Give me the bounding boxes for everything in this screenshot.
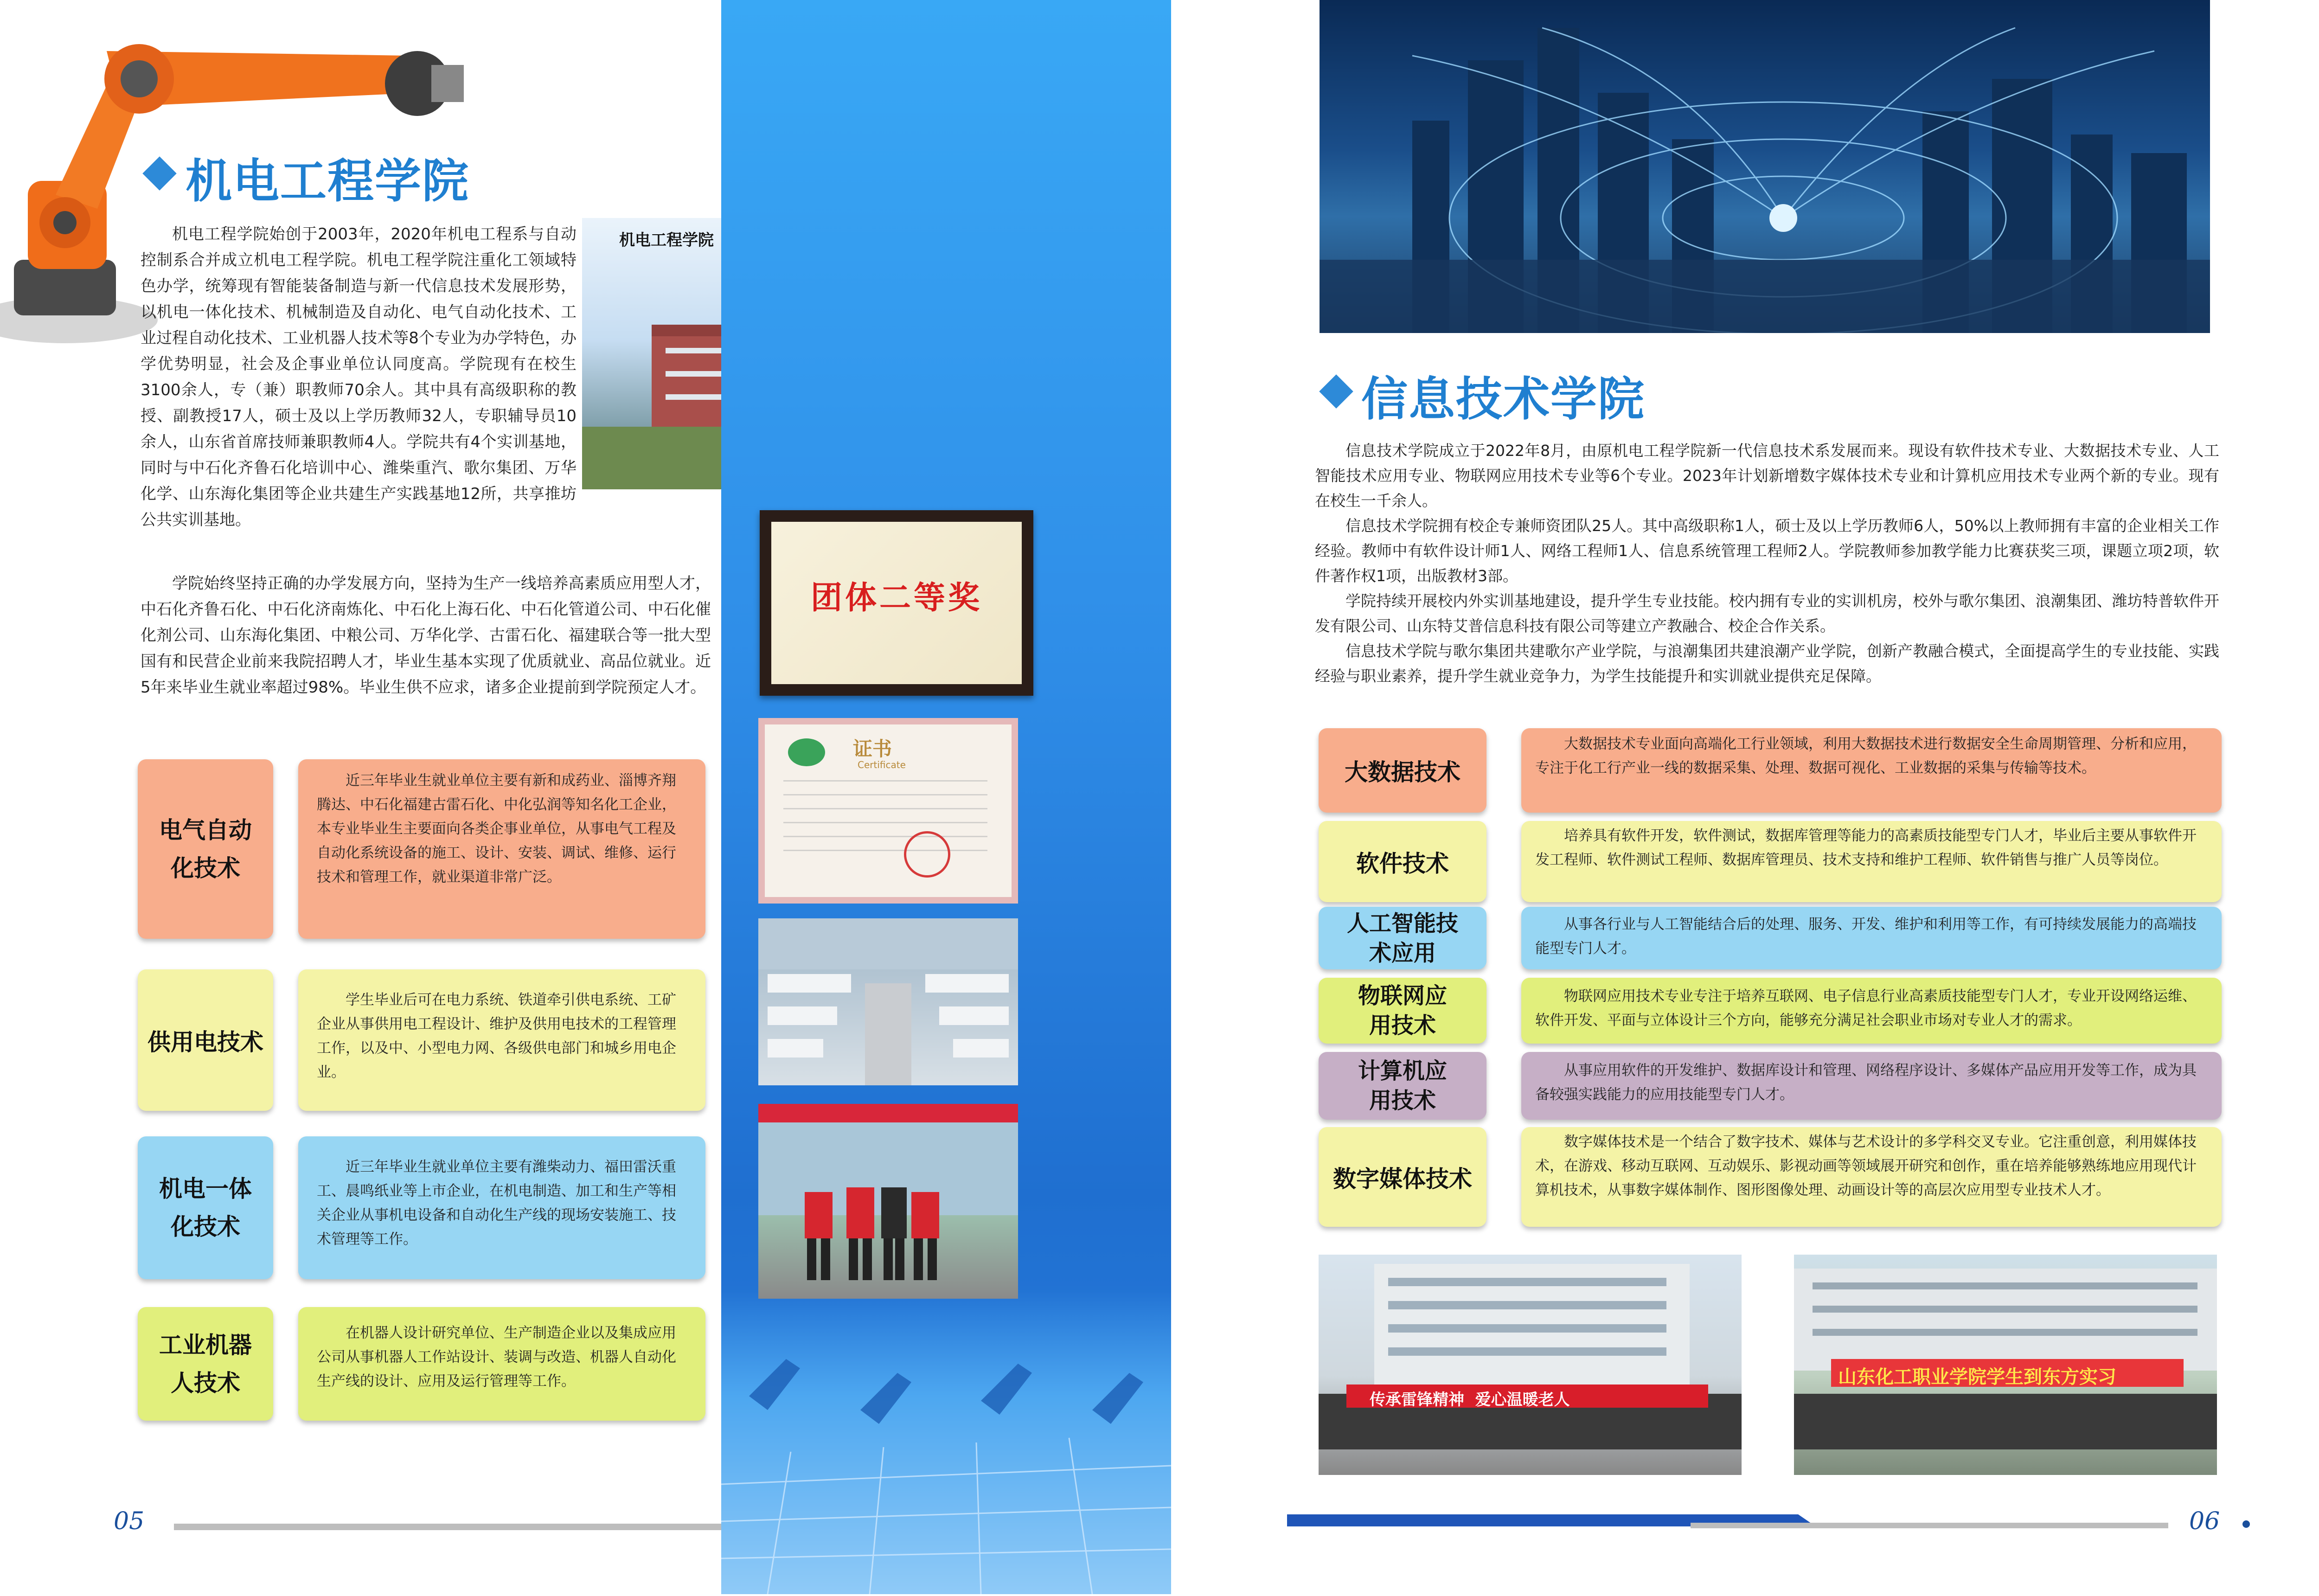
major-desc-media [1521,1127,2222,1227]
right-intro-p2: 信息技术学院拥有校企专兼师资团队25人。其中高级职称1人，硕士及以上学历教师6人，50%以上教师拥有丰富的企业相关工作经验。教师中有软件设计师1人、网络工程师1人、信息系统管理工程师2人。学院教师参加教学能力比赛获奖三项，课题立项2项，软件著作权1项，出版教材3部。 [1315,517,2219,585]
major-label-electrical [138,759,273,939]
left-intro [141,221,577,533]
internship-group-photo [1794,1255,2217,1475]
major-label-robotics [138,1307,273,1421]
major-label-media [1319,1127,1486,1227]
major-desc: 数字媒体技术是一个结合了数字技术、媒体与艺术设计的多学科交叉专业。它注重创意，利用媒体技术，在游戏、移动互联网、互动娱乐、影视动画等领域展开研究和创作，重在培养能够熟练地应用现代计算机技术，从事数字媒体制作、图形图像处理、动画设计等的高层次应用型专业技术人才。 [1535,1134,2197,1199]
major-label-computer [1319,1052,1486,1120]
major-name: 机电一体化技术 [159,1175,252,1240]
major-name: 计算机应用技术 [1358,1058,1447,1114]
right-intro-p4: 信息技术学院与歌尔集团共建歌尔产业学院，与浪潮集团共建浪潮产业学院，创新产教融合模式，全面提高学生的专业技能、实践经验与职业素养，提升学生就业竞争力，为学生技能提升和实训就业提供充足保障。 [1315,642,2219,685]
major-name: 工业机器人技术 [159,1331,252,1397]
right-intro [1315,438,2219,689]
page-number-right: 06 [2189,1507,2220,1535]
major-name: 供用电技术 [147,1028,263,1056]
major-desc: 培养具有软件开发，软件测试，数据库管理等能力的高素质技能型专门人才，毕业后主要从事软件开发工程师、软件测试工程师、数据库管理员、技术支持和维护工程师、软件销售与推广人员等岗位。 [1535,827,2197,868]
major-desc: 物联网应用技术专业专注于培养互联网、电子信息行业高素质技能型专门人才，专业开设网络运维、软件开发、平面与立体设计三个方向，能够充分满足社会职业市场对专业人才的需求。 [1535,988,2197,1029]
major-label-software [1319,821,1486,902]
certificate-image [758,718,1018,904]
major-name: 大数据技术 [1345,758,1461,786]
certificate-logo-icon [788,738,825,766]
building-photo-caption: 机电工程学院 [619,231,714,250]
major-label-iot [1319,978,1486,1044]
certificate-subtitle: Certificate [858,759,906,770]
major-label-power [138,969,273,1111]
major-desc-bigdata [1521,728,2222,813]
major-desc-electrical [298,759,705,939]
major-desc: 近三年毕业生就业单位主要有新和成药业、淄博齐翔腾达、中石化福建古雷石化、中化弘润等知名化工企业，本专业毕业生主要面向各类企事业单位，从事电气工程及自动化系统设备的施工、设计、安装、调试、维修、运行技术和管理工作，就业渠道非常广泛。 [317,772,676,885]
page-title-left: 机电工程学院 [186,154,469,208]
major-desc: 从事各行业与人工智能结合后的处理、服务、开发、维护和利用等工作，有可持续发展能力的高端技能型专门人才。 [1535,916,2197,957]
title-diamond-icon-right [1319,374,1353,409]
right-intro-p1: 信息技术学院成立于2022年8月，由原机电工程学院新一代信息技术系发展而来。现设有软件技术专业、大数据技术专业、人工智能技术应用专业、物联网应用技术专业等6个专业。2023年计划新增数字媒体技术专业和计算机应用技术专业两个新的专业。现有在校生一千余人。 [1315,442,2219,510]
certificate-title: 证书 [853,737,892,760]
city-network-photo [1320,0,2210,333]
major-desc: 学生毕业后可在电力系统、铁道牵引供电系统、工矿企业从事供用电工程设计、维护及供用电技术的工程管理工作，以及中、小型电力网、各级供电部门和城乡用电企业。 [317,992,676,1081]
major-label-mechatronics [138,1136,273,1279]
major-desc-mechatronics [298,1136,705,1279]
major-desc-iot [1521,978,2222,1044]
certificate-seal-icon [904,831,950,878]
major-label-ai [1319,907,1486,969]
award-plaque [760,510,1033,696]
major-name: 物联网应用技术 [1358,983,1447,1038]
volunteer-group-photo [1319,1255,1742,1475]
footer-line-right [1691,1523,2168,1528]
major-name: 数字媒体技术 [1333,1165,1472,1192]
major-desc-software [1521,821,2222,902]
page-number-left: 05 [114,1507,145,1535]
lab-photo [758,918,1018,1085]
internship-banner-text: 山东化工职业学院学生到东方实习 [1838,1366,2116,1388]
award-plaque-text: 团体二等奖 [810,580,982,616]
major-name: 软件技术 [1356,849,1449,877]
major-desc-robotics [298,1307,705,1421]
volunteer-banner-text: 传承雷锋精神 爱心温暖老人 [1370,1391,1570,1409]
left-intro-2 [141,570,711,700]
left-intro-p2: 学院始终坚持正确的办学发展方向，坚持为生产一线培养高素质应用型人才，中石化齐鲁石化、中石化济南炼化、中石化上海石化、中石化管道公司、中石化催化剂公司、山东海化集团、中粮公司、万华化学、古雷石化、福建联合等一批大型国有和民营企业前来我院招聘人才，毕业生基本实现了优质就业、高品位就业。近5年来毕业生就业率超过98%。毕业生供不应求，诸多企业提前到学院预定人才。 [141,574,711,697]
major-desc-computer [1521,1052,2222,1120]
major-desc: 大数据技术专业面向高端化工行业领域，利用大数据技术进行数据安全生命周期管理、分析和应用，专注于化工行产业一线的数据采集、处理、数据可视化、工业数据的采集与传输等技术。 [1535,736,2197,776]
major-desc: 从事应用软件的开发维护、数据库设计和管理、网络程序设计、多媒体产品应用开发等工作，成为具备较强实践能力的应用技能型专门人才。 [1535,1062,2197,1103]
major-desc-ai [1521,907,2222,969]
factory-graphic [721,1289,1171,1594]
major-desc-power [298,969,705,1111]
major-desc: 在机器人设计研究单位、生产制造企业以及集成应用公司从事机器人工作站设计、装调与改造、机器人自动化生产线的设计、应用及运行管理等工作。 [317,1325,676,1390]
competition-photo [758,1104,1018,1299]
footer-line-left [174,1524,721,1530]
right-intro-p3: 学院持续开展校内外实训基地建设，提升学生专业技能。校内拥有专业的实训机房，校外与歌尔集团、浪潮集团、潍坊特普软件开发有限公司、山东特艾普信息科技有限公司等建立产教融合、校企合作关系。 [1315,592,2219,635]
left-intro-p1: 机电工程学院始创于2003年，2020年机电工程系与自动控制系合并成立机电工程学院。机电工程学院注重化工领域特色办学，统筹现有智能装备制造与新一代信息技术发展形势，以机电一体化技术、机械制造及自动化、电气自动化技术、工业过程自动化技术、工业机器人技术等8个专业为办学特色，办学优势明显，社会及企事业单位认同度高。学院现有在校生3100余人，专（兼）职教师70余人。其中具有高级职称的教授、副教授17人，硕士及以上学历教师32人，专职辅导员10余人，山东省首席技师兼职教师4人。学院共有4个实训基地，同时与中石化齐鲁石化培训中心、潍柴重汽、歌尔集团、万华化学、山东海化集团等企业共建生产实践基地12所，共享推坊公共实训基地。 [141,225,577,529]
page-title-right: 信息技术学院 [1361,372,1645,426]
major-label-bigdata [1319,728,1486,813]
major-desc: 近三年毕业生就业单位主要有潍柴动力、福田雷沃重工、晨鸣纸业等上市企业，在机电制造、加工和生产等相关企业从事机电设备和自动化生产线的现场安装施工、技术管理等工作。 [317,1159,676,1248]
page-number-dot-icon [2242,1520,2250,1528]
major-name: 电气自动化技术 [159,816,252,882]
major-name: 人工智能技术应用 [1346,910,1458,966]
